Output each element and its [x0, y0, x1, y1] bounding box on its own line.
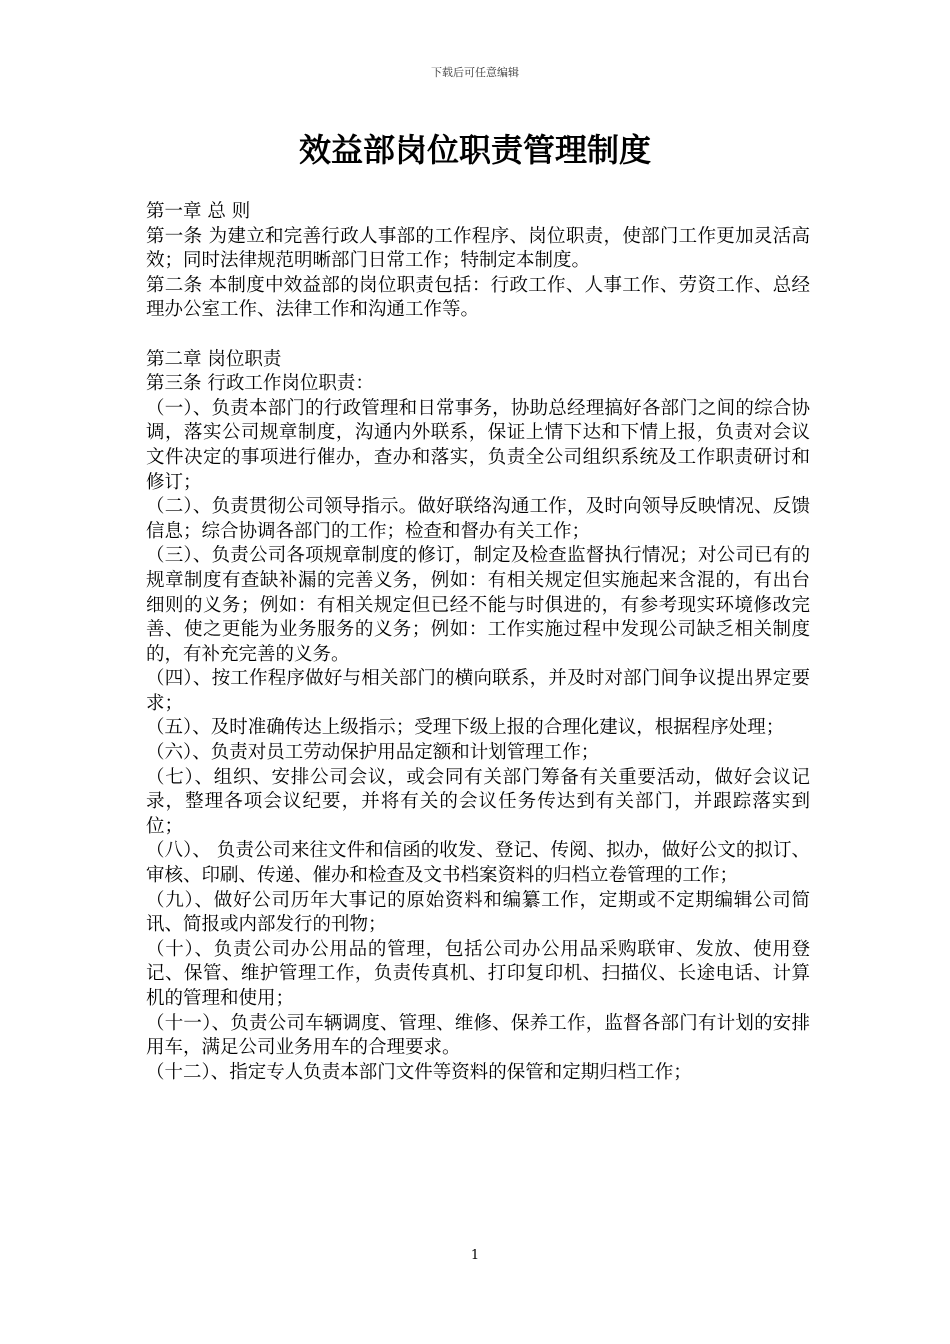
- article-paragraph: 第三条 行政工作岗位职责：: [146, 373, 374, 395]
- list-item: （五）、及时准确传达上级指示；受理下级上报的合理化建议，根据程序处理；: [146, 717, 785, 739]
- list-item: （十一）、负责公司车辆调度、管理、维修、保养工作，监督各部门有计划的安排用车，满足公司业务用车的合理要求。: [146, 1012, 810, 1059]
- chapter-heading: 第一章 总 则: [146, 201, 251, 222]
- document-title: 效益部岗位职责管理制度: [298, 131, 651, 169]
- chapter-heading: 第二章 岗位职责: [146, 348, 282, 370]
- list-item: （十）、负责公司办公用品的管理，包括公司办公用品采购联审、发放、使用登记、保管、维护管理工作，负责传真机、打印复印机、扫描仪、长途电话、计算机的管理和使用；: [146, 938, 810, 1009]
- list-item: （四）、按工作程序做好与相关部门的横向联系，并及时对部门间争议提出界定要求；: [146, 668, 810, 714]
- list-item: （九）、做好公司历年大事记的原始资料和编纂工作，定期或不定期编辑公司简讯、简报或内部发行的刊物；: [146, 889, 810, 936]
- article-paragraph: 第一条 为建立和完善行政人事部的工作程序、岗位职责，使部门工作更加灵活高效；同时法律规范明晰部门日常工作；特制定本制度。: [146, 225, 810, 272]
- list-item: （二）、负责贯彻公司领导指示。做好联络沟通工作，及时向领导反映情况、反馈信息；综合协调各部门的工作；检查和督办有关工作；: [146, 496, 810, 542]
- list-item: （三）、负责公司各项规章制度的修订，制定及检查监督执行情况；对公司已有的规章制度有查缺补漏的完善义务，例如：有相关规定但实施起来含混的，有出台细则的义务；例如：有相关规定但已经不能与时俱进的，有参考现实环境修改完善、使之更能为业务服务的义务；例如：工作实施过程中发现公司缺乏相关制度的，有补充完善的义务。: [146, 545, 810, 665]
- blank-line: [146, 323, 810, 348]
- article-paragraph: 第二条 本制度中效益部的岗位职责包括：行政工作、人事工作、劳资工作、总经理办公室工作、法律工作和沟通工作等。: [146, 274, 810, 321]
- list-item: （十二）、指定专人负责本部门文件等资料的保管和定期归档工作；: [146, 1061, 692, 1083]
- list-item: （六）、负责对员工劳动保护用品定额和计划管理工作；: [146, 742, 600, 764]
- list-item: （一）、负责本部门的行政管理和日常事务，协助总经理搞好各部门之间的综合协调，落实公司规章制度，沟通内外联系，保证上情下达和下情上报，负责对会议文件决定的事项进行催办，查办和落实，负责全公司组织系统及工作职责研讨和修订；: [146, 397, 810, 493]
- list-item: （七）、组织、安排公司会议，或会同有关部门筹备有关重要活动，做好会议记录，整理各项会议纪要，并将有关的会议任务传达到有关部门，并跟踪落实到位；: [146, 766, 810, 837]
- document-body: [146, 200, 810, 1085]
- header-note: 下载后可任意编辑: [431, 66, 519, 79]
- list-item: （八）、 负责公司来往文件和信函的收发、登记、传阅、拟办，做好公文的拟订、审核、印刷、传递、催办和检查及文书档案资料的归档立卷管理的工作；: [146, 840, 810, 887]
- page-number: 1: [470, 1248, 480, 1263]
